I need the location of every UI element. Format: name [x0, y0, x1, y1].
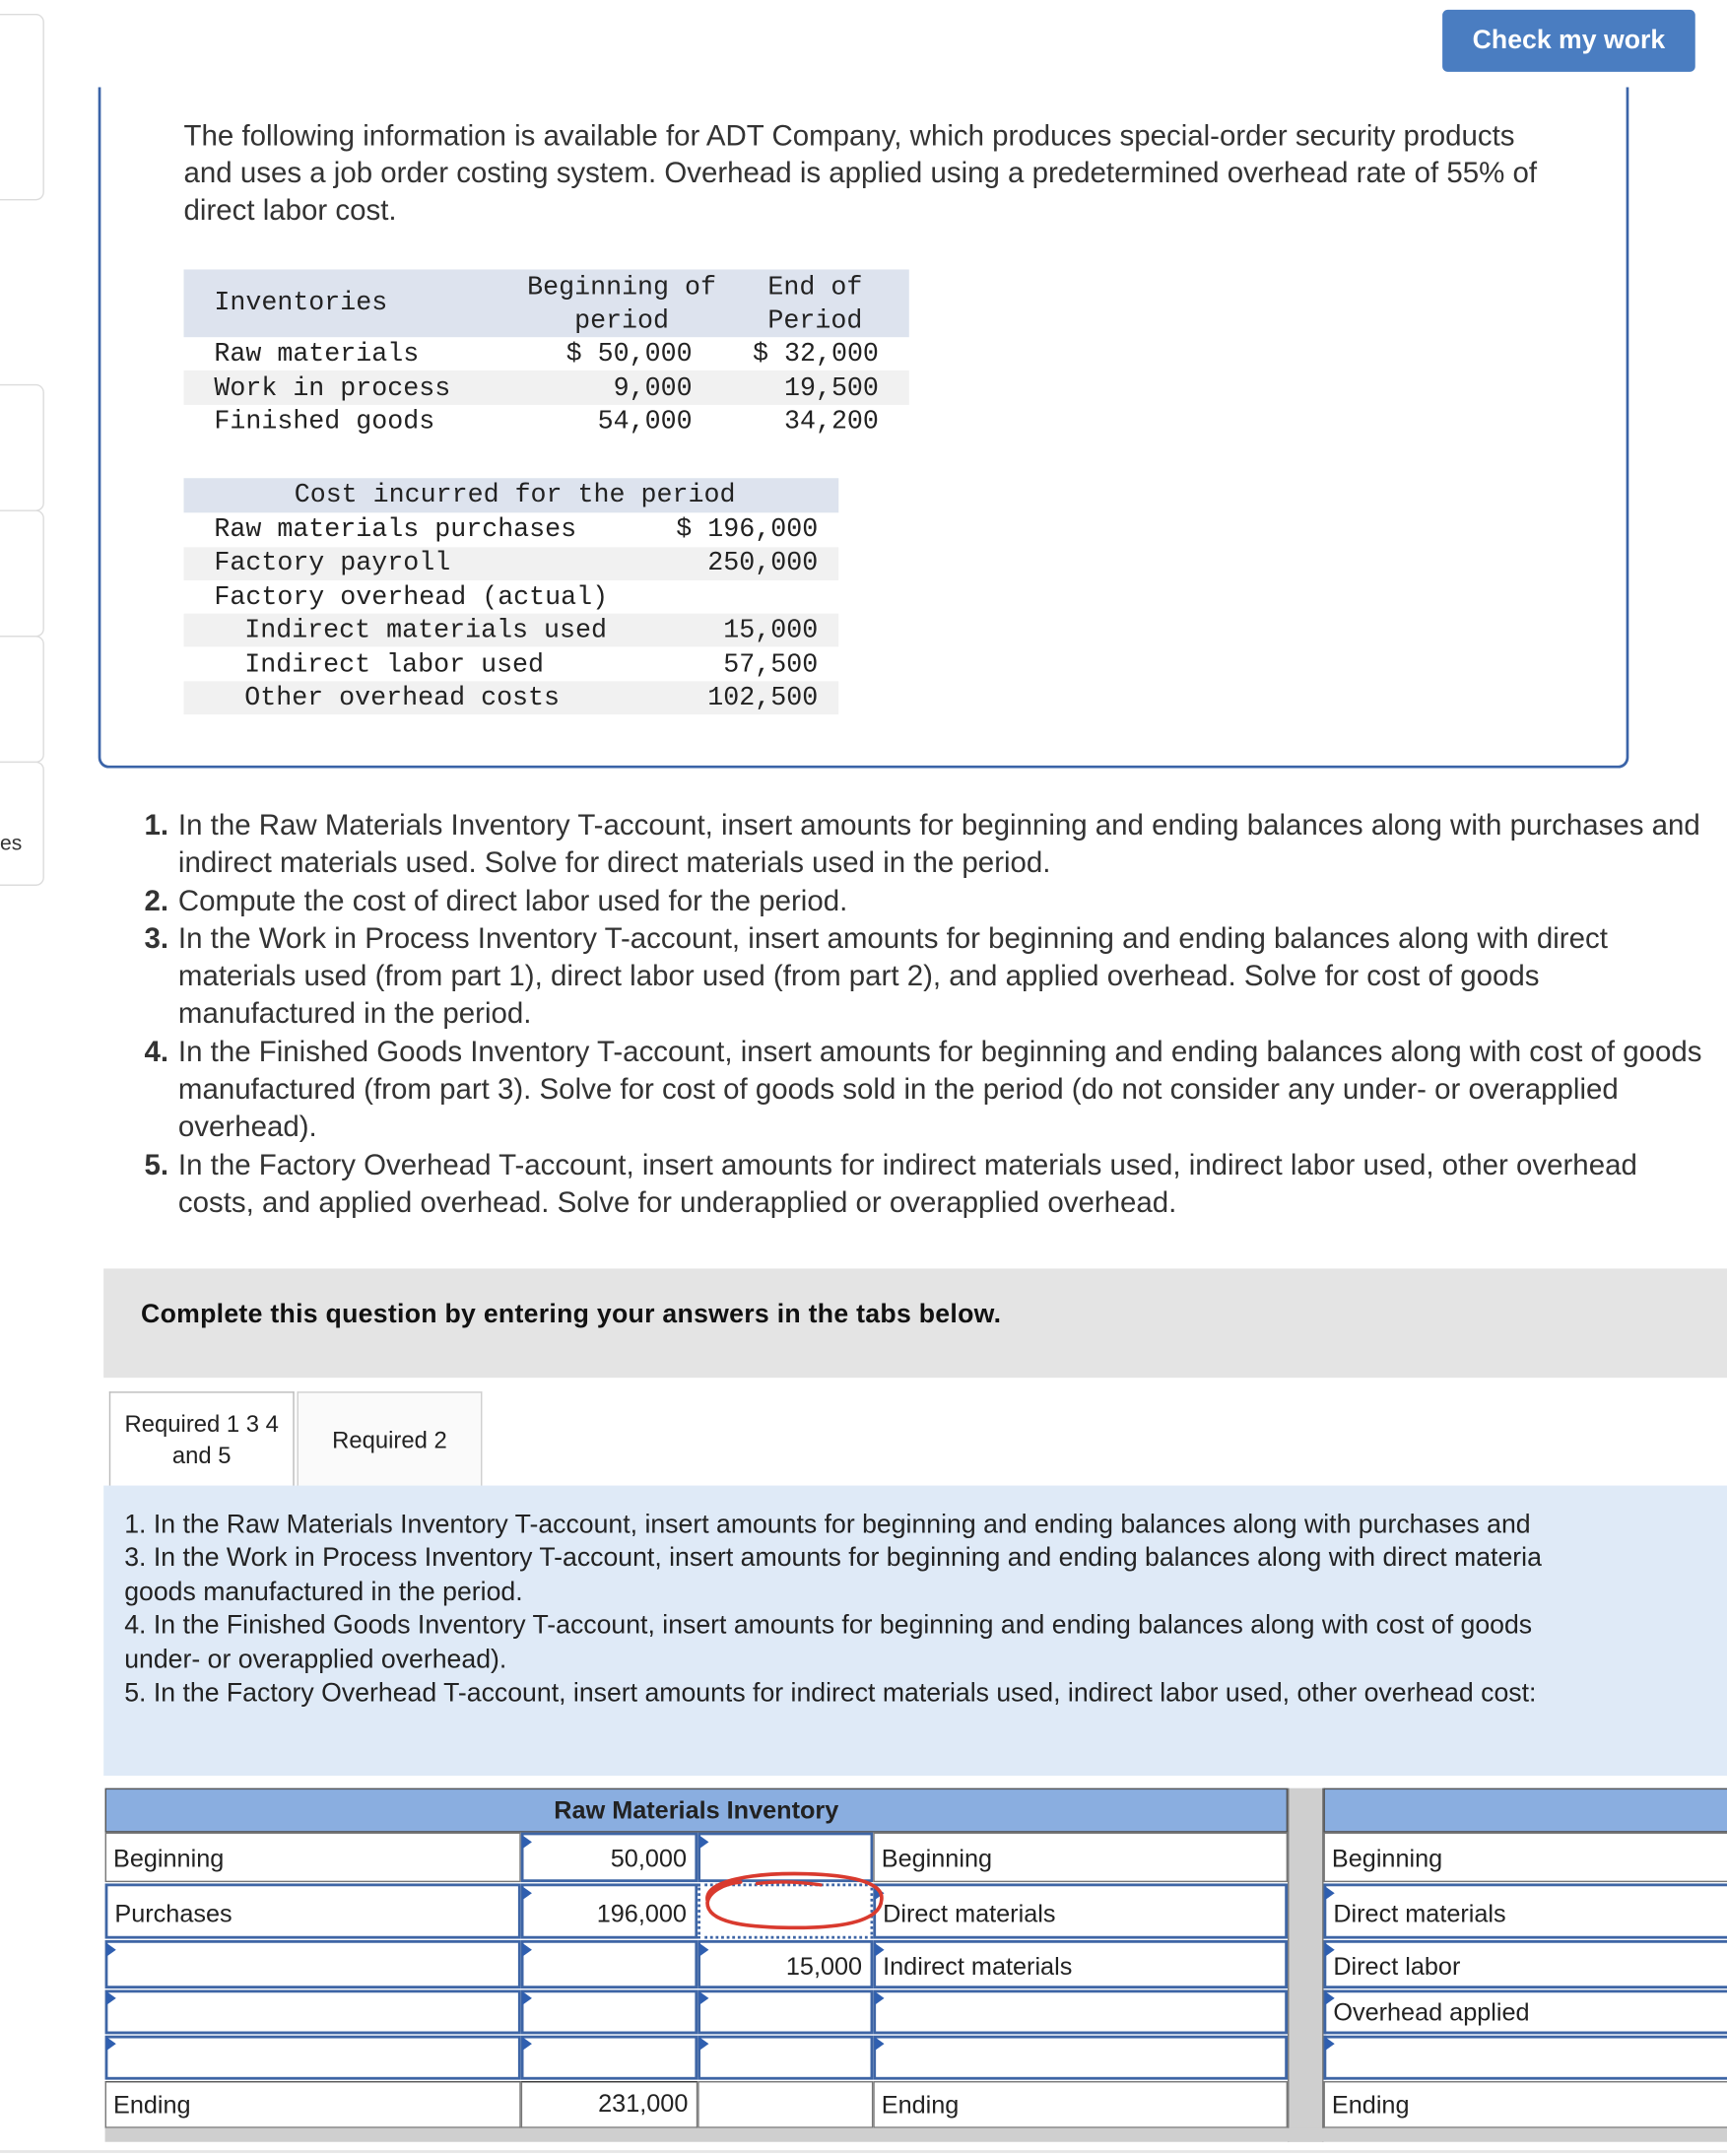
rm-left-amount-input[interactable]: 196,000 — [521, 1883, 698, 1938]
inv-row-begin: $ 50,000 — [565, 338, 693, 370]
rm-right-amount-input[interactable]: 15,000 — [697, 1940, 873, 1988]
rm-right-ending-amount — [697, 2081, 873, 2128]
wip-t-account-header — [1323, 1788, 1727, 1833]
rm-left-amount-input[interactable] — [521, 2036, 698, 2080]
dropdown-caret-icon — [1325, 1991, 1335, 2005]
dropdown-caret-icon — [699, 1991, 709, 2005]
cost-row-label: Indirect labor used — [244, 649, 545, 680]
dropdown-caret-icon — [875, 1943, 885, 1957]
step-item: 1. In the Raw Materials Inventory T-account, insert amounts for beginning and ending balances along with purchases and indirect materials used. Solve for direct materials used in the period. — [144, 809, 1700, 880]
dropdown-caret-icon — [522, 1991, 532, 2005]
inv-row-label: Finished goods — [214, 406, 435, 438]
tab-required-1-3-4-5[interactable] — [109, 1391, 295, 1487]
dropdown-caret-icon — [875, 1991, 885, 2005]
cost-row-value: $ 196,000 — [676, 513, 819, 545]
end-header-2: Period — [767, 304, 863, 336]
rm-ending-amount: 231,000 — [521, 2081, 698, 2128]
wip-label-input[interactable]: Overhead applied — [1323, 1989, 1727, 2034]
tab-label: Required 1 3 4 — [124, 1410, 279, 1438]
begin-header-1: Beginning of — [527, 272, 717, 303]
inventories-header: Inventories — [214, 287, 388, 318]
rm-right-label-input[interactable] — [873, 1989, 1288, 2034]
sidebar-card[interactable] — [0, 384, 44, 511]
costs-title: Cost incurred for the period — [294, 479, 736, 510]
rm-right-amount-input[interactable] — [697, 2036, 873, 2080]
rm-right-label: Beginning — [873, 1833, 1288, 1882]
tab-label: Required 2 — [332, 1426, 447, 1453]
sidebar-card[interactable] — [0, 762, 44, 886]
complete-question-text: Complete this question by entering your answers in the tabs below. — [141, 1300, 1002, 1330]
cost-row-label: Raw materials purchases — [214, 513, 577, 545]
footer-divider — [0, 2150, 1727, 2153]
wip-label-input[interactable]: Direct materials — [1323, 1883, 1727, 1938]
inv-row-begin: 54,000 — [597, 406, 693, 438]
red-annotation-circle-icon — [697, 1861, 890, 1939]
rm-left-amount-input[interactable] — [521, 1940, 698, 1988]
t-account-bottom-bar — [105, 2128, 1727, 2142]
inv-row-end: 34,200 — [783, 406, 879, 438]
required-instructions-text: 1. In the Raw Materials Inventory T-account, insert amounts for beginning and ending balances along with purchases and 3. In the Work in Process Inventory T-account, insert amounts for beginning and ending balances along with direct materia goods manufactured in the period. 4. In the Finished Goods Inventory T-account, insert amounts for beginning and ending balances along with cost of goods under- or overapplied overhead). 5. In the Factory Overhead T-account, insert amounts for indirect materials used, indirect labor used, other overhead cost: — [124, 1510, 1542, 1709]
dropdown-caret-icon — [106, 1991, 116, 2005]
cost-row-value: 57,500 — [723, 649, 819, 680]
rm-left-label-input[interactable] — [105, 1940, 521, 1988]
dropdown-caret-icon — [522, 1835, 532, 1849]
inv-row-label: Raw materials — [214, 338, 420, 370]
raw-materials-t-account-title: Raw Materials Inventory — [105, 1788, 1288, 1833]
dropdown-caret-icon — [522, 1886, 532, 1900]
rm-right-label-input[interactable]: Direct materials — [873, 1883, 1288, 1938]
rm-right-ending-label: Ending — [873, 2081, 1288, 2128]
rm-left-label: Beginning — [105, 1833, 521, 1882]
cost-row-value: 102,500 — [707, 682, 819, 713]
cost-row-label: Other overhead costs — [244, 682, 561, 713]
sidebar-card[interactable] — [0, 14, 44, 200]
rm-left-amount-input[interactable] — [521, 1989, 698, 2034]
step-item: 3. In the Work in Process Inventory T-account, insert amounts for beginning and ending balances along with direct materials used (from part 1), direct labor used (from part 2), and applied overhead. Solve for cost of goods manufactured in the period. — [144, 922, 1608, 1031]
dropdown-caret-icon — [1325, 1943, 1335, 1957]
check-my-work-button[interactable]: Check my work — [1442, 10, 1695, 72]
cost-row-value: 15,000 — [723, 615, 819, 645]
sidebar-partial-label: es — [0, 832, 23, 856]
dropdown-caret-icon — [699, 1835, 709, 1849]
cost-row-label: Indirect materials used — [244, 615, 608, 645]
step-item: 2. Compute the cost of direct labor used for the period. — [144, 885, 848, 917]
rm-left-amount-input[interactable]: 50,000 — [521, 1833, 698, 1882]
rm-ending-label: Ending — [105, 2081, 521, 2128]
tab-label: and 5 — [171, 1443, 232, 1469]
rm-right-label-input[interactable] — [873, 2036, 1288, 2080]
dropdown-caret-icon — [699, 1943, 709, 1957]
begin-header-2: period — [574, 304, 670, 336]
inv-row-begin: 9,000 — [613, 372, 693, 404]
step-item: 5. In the Factory Overhead T-account, insert amounts for indirect materials used, indirect labor used, other overhead costs, and applied overhead. Solve for underapplied or overapplied overhead. — [144, 1149, 1637, 1219]
inv-row-end: 19,500 — [783, 372, 879, 404]
rm-left-label-input[interactable] — [105, 2036, 521, 2080]
dropdown-caret-icon — [522, 1943, 532, 1957]
step-item: 4. In the Finished Goods Inventory T-account, insert amounts for beginning and ending balances along with cost of goods manufactured (from part 3). Solve for cost of goods sold in the period (do not consider any under- or overapplied overhead). — [144, 1036, 1702, 1144]
dropdown-caret-icon — [699, 2037, 709, 2051]
rm-left-label-input[interactable] — [105, 1989, 521, 2034]
complete-question-banner — [103, 1268, 1727, 1378]
end-header-1: End of — [767, 272, 863, 303]
wip-label: Beginning — [1323, 1833, 1727, 1882]
intro-text: The following information is available for ADT Company, which produces special-order security products and uses a job order costing system. Overhead is applied using a predetermined overhead rate of 55% of direct labor cost. — [183, 120, 1538, 227]
dropdown-caret-icon — [522, 2037, 532, 2051]
wip-label-input[interactable]: Direct labor — [1323, 1940, 1727, 1988]
t-account-separator — [1288, 1788, 1323, 2142]
rm-right-amount-input[interactable] — [697, 1989, 873, 2034]
dropdown-caret-icon — [106, 2037, 116, 2051]
rm-left-label-input[interactable]: Purchases — [105, 1883, 521, 1938]
sidebar-card[interactable] — [0, 509, 44, 637]
cost-row-label: Factory overhead (actual) — [214, 581, 609, 613]
wip-label-input[interactable] — [1323, 2036, 1727, 2080]
dropdown-caret-icon — [106, 1943, 116, 1957]
cost-row-value: 250,000 — [707, 547, 819, 578]
dropdown-caret-icon — [1325, 1886, 1335, 1900]
instruction-steps — [133, 807, 1708, 1222]
dropdown-caret-icon — [1325, 2037, 1335, 2051]
rm-right-label-input[interactable]: Indirect materials — [873, 1940, 1288, 1988]
inv-row-end: $ 32,000 — [753, 338, 879, 370]
wip-ending-label: Ending — [1323, 2081, 1727, 2128]
dropdown-caret-icon — [875, 2037, 885, 2051]
inv-row-label: Work in process — [214, 372, 451, 404]
tab-required-2[interactable] — [298, 1391, 483, 1487]
cost-row-label: Factory payroll — [214, 547, 451, 578]
sidebar-card[interactable] — [0, 636, 44, 763]
